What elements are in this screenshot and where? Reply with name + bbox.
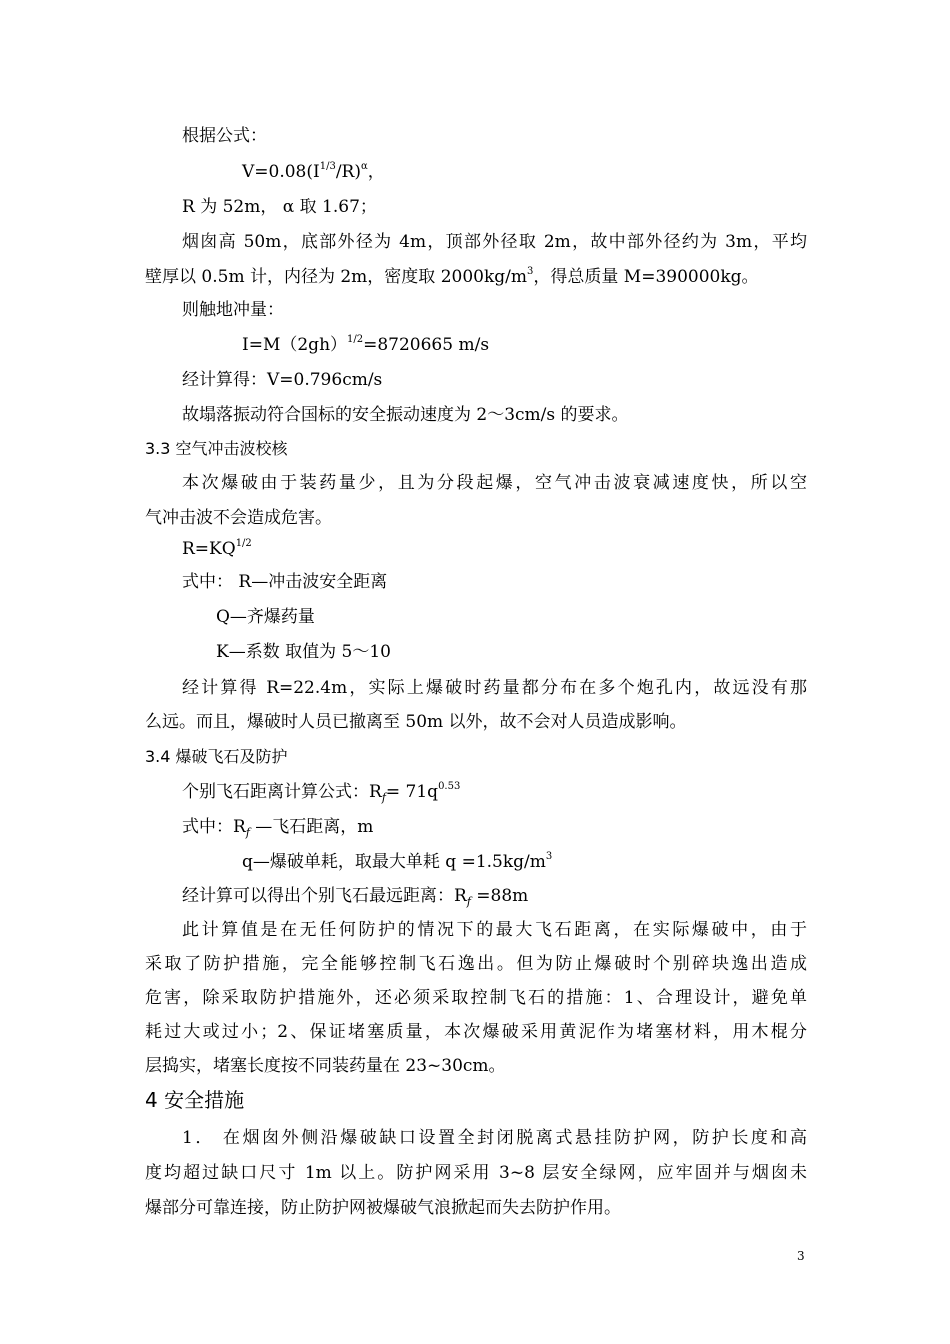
text-line: 爆部分可靠连接，防止防护网被爆破气浪掀起而失去防护作用。	[145, 1198, 621, 1218]
chapter-heading: 4 安全措施	[145, 1088, 245, 1112]
text-line	[182, 884, 528, 910]
section-heading: 3.4 爆破飞石及防护	[145, 747, 288, 766]
text-line: 则触地冲量：	[182, 300, 284, 320]
section-heading: 3.3 空气冲击波校核	[145, 439, 288, 458]
text-line: 式中： R—冲击波安全距离	[182, 572, 388, 592]
text-line: K—系数 取值为 5～10	[216, 642, 391, 662]
formula-part: I=M（2gh）	[242, 335, 348, 355]
formula-part: ，	[367, 162, 385, 182]
text-line: 此计算值是在无任何防护的情况下的最大飞石距离，在实际爆破中，由于	[182, 920, 807, 940]
text-line: 采取了防护措施，完全能够控制飞石逸出。但为防止爆破时个别碎块逸出造成	[145, 954, 807, 974]
text-line: 经计算得：V=0.796cm/s	[182, 370, 383, 390]
text-part: = 71q	[385, 782, 439, 802]
superscript: 1/3	[319, 161, 336, 172]
superscript: 0.53	[438, 781, 461, 792]
text-line	[182, 815, 373, 841]
text-part: q—爆破单耗，取最大单耗 q =1.5kg/m	[242, 852, 546, 872]
formula-part: /R)	[335, 162, 361, 182]
formula-part: =8720665 m/s	[363, 335, 490, 355]
text-line: 根据公式：	[182, 126, 267, 146]
text-line: R 为 52m， α 取 1.67；	[182, 197, 377, 217]
text-line: 层捣实，堵塞长度按不同装药量在 23~30cm。	[145, 1056, 506, 1076]
text-part: 经计算可以得出个别飞石最远距离：R	[182, 886, 467, 906]
superscript: 1/2	[347, 334, 364, 345]
text-part: 个别飞石距离计算公式：R	[182, 782, 382, 802]
superscript: 3	[527, 266, 534, 277]
formula-airblast	[182, 537, 252, 564]
text-line	[145, 265, 759, 292]
text-line	[242, 850, 552, 877]
subscript: f	[466, 895, 471, 908]
formula-impulse	[242, 333, 489, 360]
text-part: 壁厚以 0.5m 计，内径为 2m，密度取 2000kg/m	[145, 267, 528, 287]
text-line: 本次爆破由于装药量少，且为分段起爆，空气冲击波衰减速度快，所以空	[182, 473, 807, 493]
text-line: 度均超过缺口尺寸 1m 以上。防护网采用 3~8 层安全绿网，应牢固并与烟囱未	[145, 1163, 807, 1183]
formula-part: R=KQ	[182, 539, 236, 559]
page-number: 3	[797, 1249, 805, 1263]
text-line: 气冲击波不会造成危害。	[145, 508, 332, 528]
text-part: —飞石距离，m	[249, 817, 374, 837]
superscript: α	[361, 161, 368, 172]
text-part: 式中：R	[182, 817, 246, 837]
subscript: f	[245, 826, 250, 839]
text-line	[182, 780, 460, 807]
text-line: 烟囱高 50m，底部外径为 4m，顶部外径取 2m，故中部外径约为 3m，平均	[182, 232, 807, 252]
text-line: 经计算得 R=22.4m，实际上爆破时药量都分布在多个炮孔内，故远没有那	[182, 678, 807, 698]
text-line: 1． 在烟囱外侧沿爆破缺口设置全封闭脱离式悬挂防护网，防护长度和高	[182, 1128, 807, 1148]
text-line: Q—齐爆药量	[216, 607, 315, 627]
superscript: 1/2	[235, 538, 252, 549]
text-line: 么远。而且，爆破时人员已撤离至 50m 以外，故不会对人员造成影响。	[145, 712, 687, 732]
text-line: 故塌落振动符合国标的安全振动速度为 2～3cm/s 的要求。	[182, 405, 629, 425]
text-part: =88m	[470, 886, 529, 906]
subscript: f	[381, 791, 386, 804]
text-line: 危害，除采取防护措施外，还必须采取控制飞石的措施：1、合理设计，避免单	[145, 988, 807, 1008]
text-line: 耗过大或过小；2、保证堵塞质量，本次爆破采用黄泥作为堵塞材料，用木棍分	[145, 1022, 807, 1042]
superscript: 3	[545, 851, 553, 862]
formula-part: V=0.08(I	[242, 162, 320, 182]
text-part: ，得总质量 M=390000kg。	[533, 267, 759, 287]
formula-velocity	[242, 160, 385, 187]
